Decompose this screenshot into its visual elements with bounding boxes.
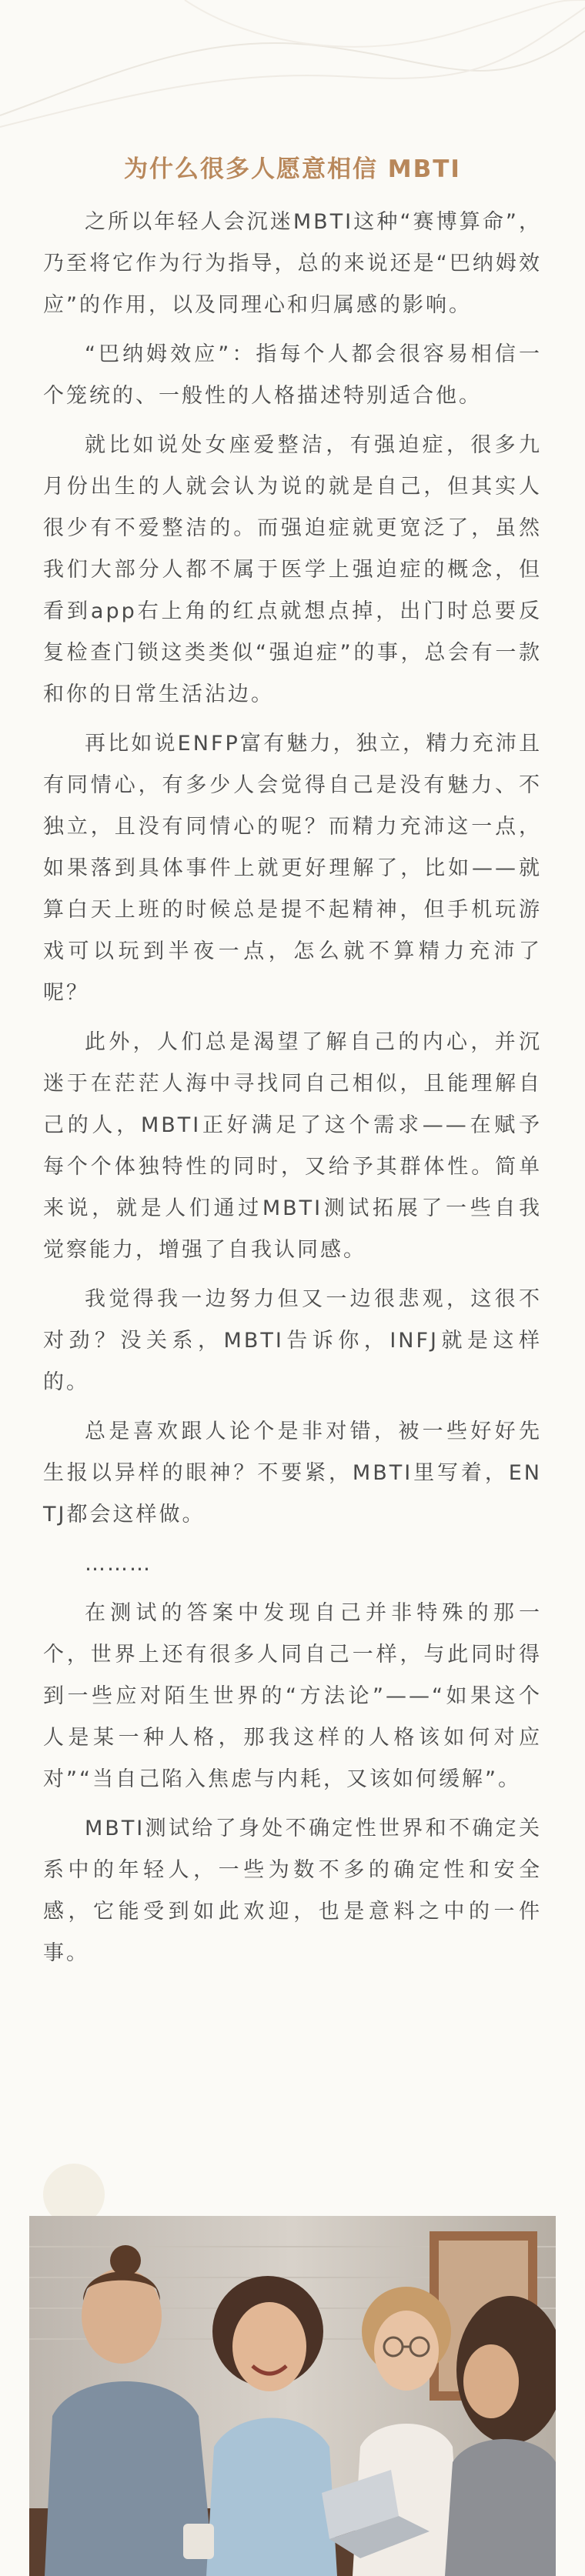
article-paragraph: 此外，人们总是渴望了解自己的内心，并沉迷于在茫茫人海中寻找同自己相似，且能理解自己的人，MBTI正好满足了这个需求——在赋予每个个体独特性的同时，又给予其群体性。简单来说，就是人们通过MBTI测试拓展了一些自我觉察能力，增强了自我认同感。 [43,1030,542,1262]
article-paragraph: “巴纳姆效应”：指每个人都会很容易相信一个笼统的、一般性的人格描述特别适合他。 [43,342,542,408]
article-paragraph: 在测试的答案中发现自己并非特殊的那一个，世界上还有很多人同自己一样，与此同时得到一些应对陌生世界的“方法论”——“如果这个人是某一种人格，那我这样的人格该如何对应对”“当自己陷入焦虑与内耗，又该如何缓解”。 [43,1601,542,1791]
article-paragraph: MBTI测试给了身处不确定性世界和不确定关系中的年轻人，一些为数不多的确定性和安全感，它能受到如此欢迎，也是意料之中的一件事。 [43,1817,542,1965]
article-body [43,202,542,1982]
article-ellipsis: ……… [85,1552,152,1576]
article-paragraph: 总是喜欢跟人论个是非对错，被一些好好先生报以异样的眼神？不要紧，MBTI里写着，ENTJ都会这样做。 [43,1420,542,1527]
article-title: 为什么很多人愿意相信 MBTI [124,155,461,183]
group-photo [29,2216,556,2576]
article-paragraph: 之所以年轻人会沉迷MBTI这种“赛博算命”，乃至将它作为行为指导，总的来说还是“巴纳姆效应”的作用，以及同理心和归属感的影响。 [43,210,542,317]
article-paragraph: 再比如说ENFP富有魅力，独立，精力充沛且有同情心，有多少人会觉得自己是没有魅力、不独立，且没有同情心的呢？而精力充沛这一点，如果落到具体事件上就更好理解了，比如——就算白天上班的时候总是提不起精神，但手机玩游戏可以玩到半夜一点，怎么就不算精力充沛了呢？ [43,732,542,1005]
article-paragraph: 就比如说处女座爱整洁，有强迫症，很多九月份出生的人就会认为说的就是自己，但其实人很少有不爱整洁的。而强迫症就更宽泛了，虽然我们大部分人都不属于医学上强迫症的概念，但看到app右上角的红点就想点掉，出门时总要反复检查门锁这类类似“强迫症”的事，总会有一款和你的日常生活沾边。 [43,433,542,706]
decorative-curves [0,0,585,131]
article-paragraph: 我觉得我一边努力但又一边很悲观，这很不对劲？没关系，MBTI告诉你，INFJ就是这样的。 [43,1287,542,1394]
group-photo-illustration [29,2216,556,2576]
